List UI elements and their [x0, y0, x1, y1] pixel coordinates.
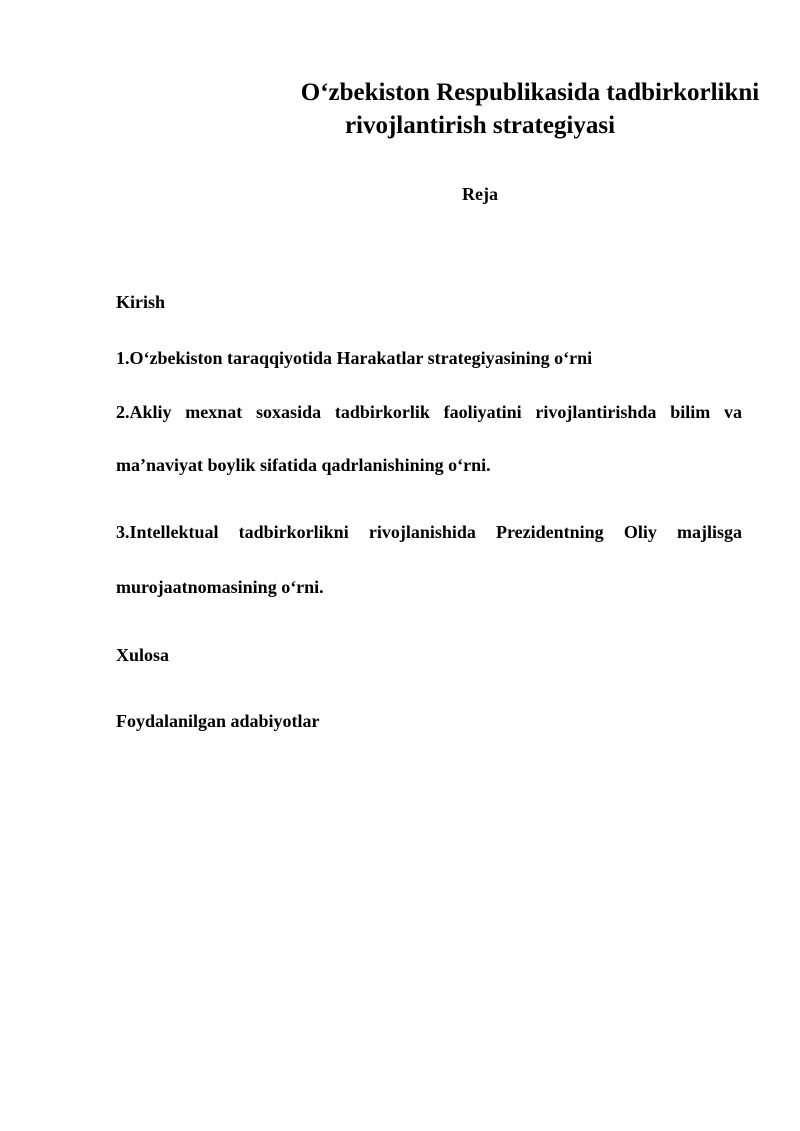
document-title	[200, 76, 760, 142]
plan-conclusion: Xulosa	[116, 645, 170, 665]
plan-item-2-line-1: 2.Akliy mexnat soxasida tadbirkorlik faoliyatini rivojlantirishda bilim va	[116, 402, 742, 422]
plan-item-1: 1.O‘zbekiston taraqqiyotida Harakatlar strategiyasining o‘rni	[116, 348, 593, 368]
title-line-1: O‘zbekiston Respublikasida tadbirkorlikni	[300, 79, 760, 106]
title-line-2: rivojlantirish strategiyasi	[344, 112, 616, 139]
plan-item-2-line-2: ma’naviyat boylik sifatida qadrlanishining o‘rni.	[116, 455, 491, 475]
plan-intro: Kirish	[116, 292, 166, 312]
plan-item-3-line-2: murojaatnomasining o‘rni.	[116, 577, 324, 597]
plan-heading: Reja	[462, 184, 498, 204]
plan-item-3-line-1: 3.Intellektual tadbirkorlikni rivojlanishida Prezidentning Oliy majlisga	[116, 522, 742, 542]
plan-references: Foydalanilgan adabiyotlar	[116, 711, 320, 731]
